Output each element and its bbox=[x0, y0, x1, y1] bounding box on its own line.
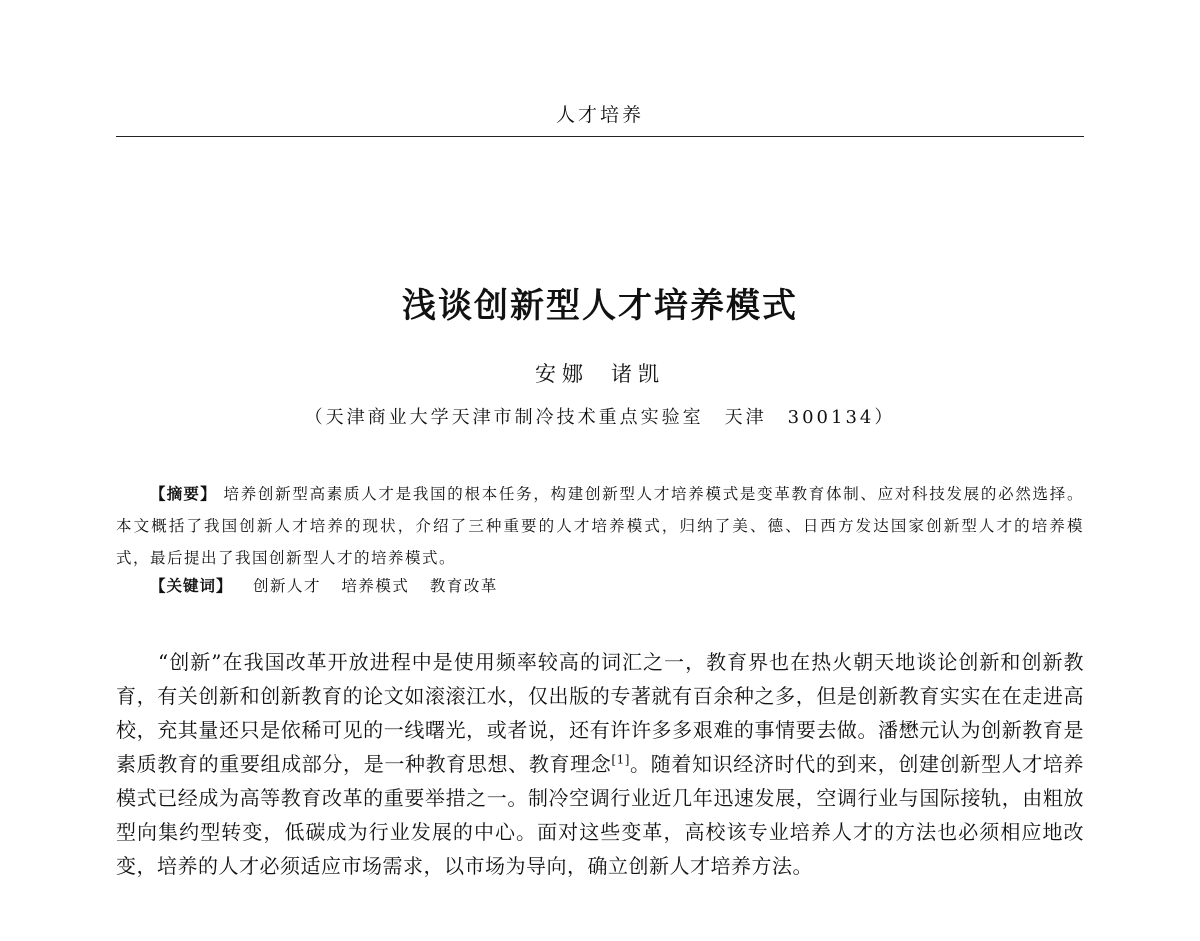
citation-ref: [1] bbox=[611, 752, 630, 767]
abstract-text: 培养创新型高素质人才是我国的根本任务，构建创新型人才培养模式是变革教育体制、应对科技发展的必然选择。本文概括了我国创新人才培养的现状，介绍了三种重要的人才培养模式，归纳了美、德、日西方发达国家创新型人才的培养模式，最后提出了我国创新型人才的培养模式。 bbox=[116, 485, 1084, 567]
running-header: 人才培养 bbox=[555, 104, 644, 126]
abstract-label: 【摘要】 bbox=[150, 485, 217, 503]
body-text-part: 。随着知识经济时代的到来，创建创新型人才培养模式已经成为高等教育改革的重要举措之一。制冷空调行业近几年迅速发展，空调行业与国际接轨，由粗放型向集约型转变，低碳成为行业发展的中心。面对这些变革，高校该专业培养人才的方法也必须相应地改变，培养的人才必须适应市场需求，以市场为导向，确立创新人才培养方法。 bbox=[116, 752, 1085, 878]
abstract bbox=[116, 478, 1084, 574]
article-title: 浅谈创新型人才培养模式 bbox=[402, 286, 798, 326]
body-text-part: “创新”在我国改革开放进程中是使用频率较高的词汇之一，教育界也在热火朝天地谈论创新和创新教育，有关创新和创新教育的论文如滚滚江水，仅出版的专著就有百余种之多，但是创新教育实实在在走进高校，充其量还只是依稀可见的一线曙光，或者说，还有许许多多艰难的事情要去做。潘懋元认为创新教育是素质教育的重要组成部分，是一种教育思想、教育理念 bbox=[116, 650, 1084, 776]
keyword: 教育改革 bbox=[429, 577, 498, 595]
header-rule bbox=[116, 136, 1084, 137]
affiliation: （天津商业大学天津市制冷技术重点实验室 天津 300134） bbox=[304, 407, 896, 428]
author-name: 安娜 bbox=[535, 362, 589, 386]
body-paragraph bbox=[116, 645, 1084, 883]
authors bbox=[0, 358, 1200, 388]
author-name: 诸凯 bbox=[611, 362, 665, 386]
keyword: 培养模式 bbox=[341, 577, 410, 595]
keywords-label: 【关键词】 bbox=[150, 577, 233, 595]
keywords bbox=[150, 574, 498, 596]
keyword: 创新人才 bbox=[252, 577, 321, 595]
